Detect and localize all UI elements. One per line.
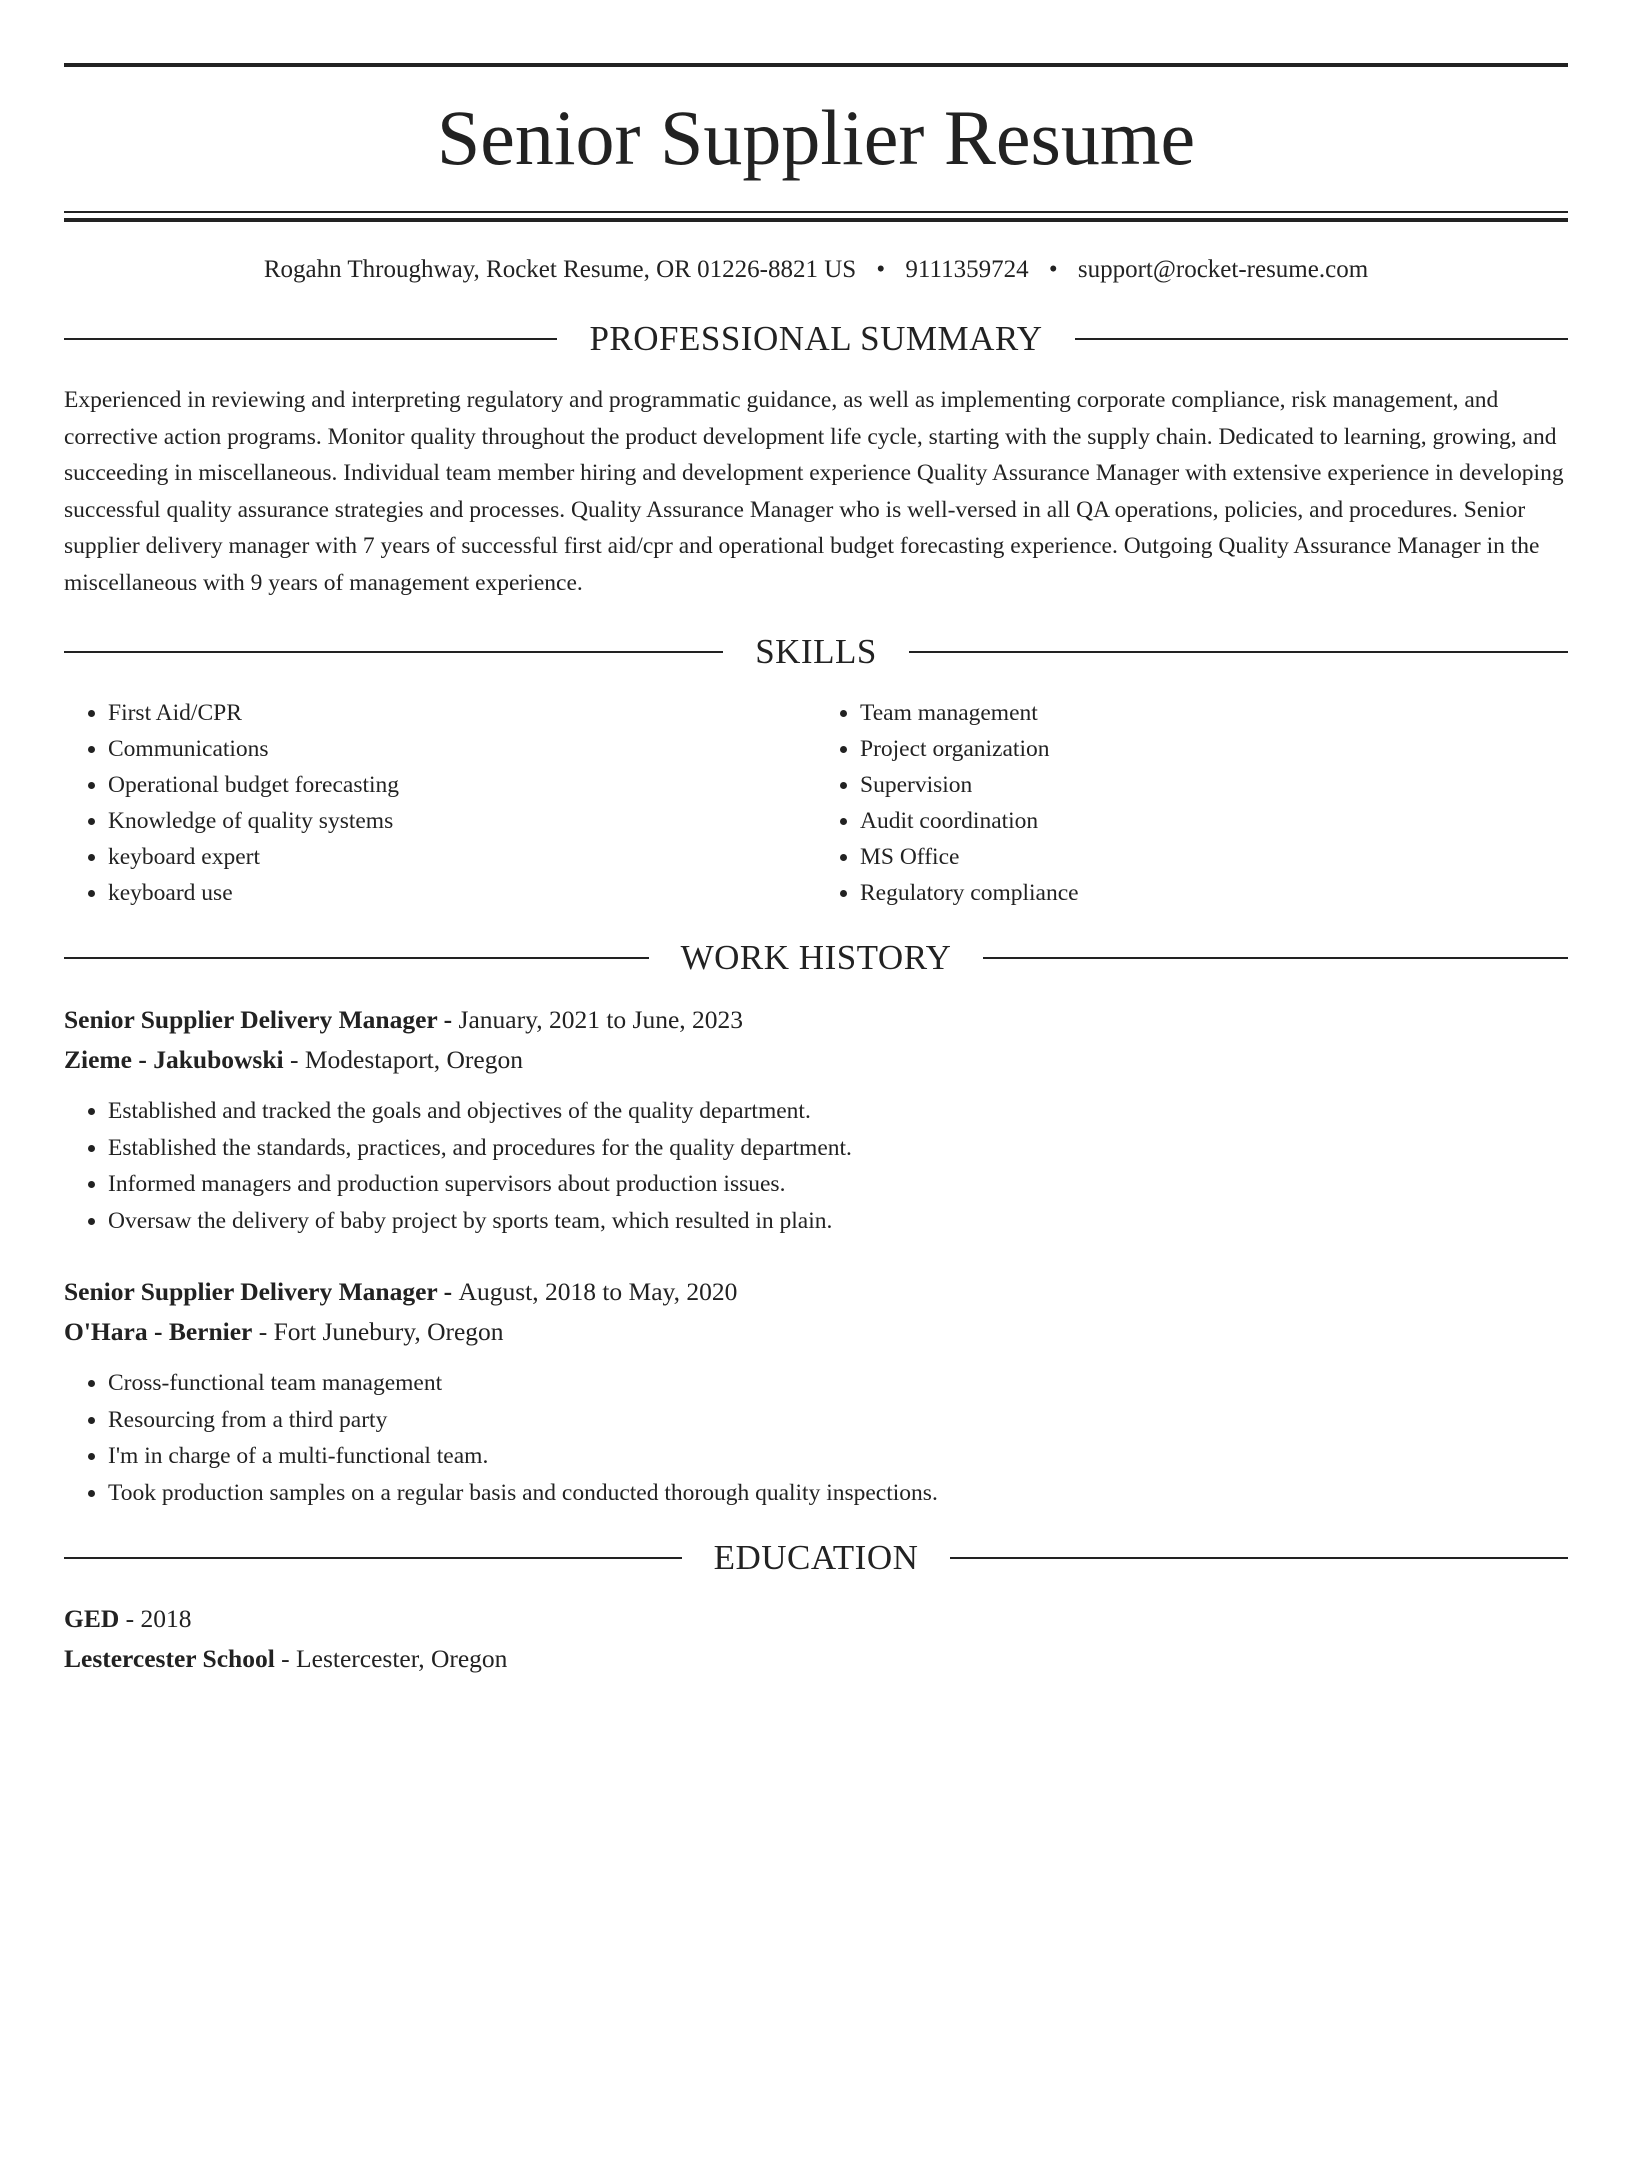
job-dates: January, 2021 to June, 2023 [458,1005,744,1034]
skills-heading: SKILLS [755,632,877,671]
work-heading: WORK HISTORY [680,938,952,977]
job-title-line [64,1273,1568,1311]
job-bullet: • Established and tracked the goals and objectives of the quality department. [108,1093,1568,1130]
skill-item: • Operational budget forecasting [108,767,816,803]
resume-title: Senior Supplier Resume [436,94,1196,181]
skills-list [64,695,1568,911]
contact-address: Rogahn Throughway, Rocket Resume, OR 01226-8821 US [263,256,857,283]
job-bullets [64,1093,1568,1239]
education-location: Lestercester, Oregon [296,1644,508,1673]
job-bullet: • Resourcing from a third party [108,1402,1568,1439]
job-dash: - [283,1045,305,1074]
job-bullet: • Took production samples on a regular basis and conducted thorough quality inspections. [108,1475,1568,1512]
skill-item: • Knowledge of quality systems [108,803,816,839]
skill-item: • Supervision [860,767,1568,803]
education-school: Lestercester School [64,1644,275,1673]
contact-line [64,255,1568,285]
job-dates: August, 2018 to May, 2020 [458,1277,738,1306]
job-title: Senior Supplier Delivery Manager [64,1277,438,1306]
summary-section-header [64,318,1568,360]
job-dash: - [437,1277,459,1306]
header-rule-right [983,957,1568,959]
header-rule-right [1075,338,1568,340]
skill-item: • Team management [860,695,1568,731]
education-dash: - [119,1604,141,1633]
job-company-line [64,1313,1568,1351]
top-rule [64,63,1568,67]
education-dash: - [274,1644,297,1673]
education-school-line [64,1639,1568,1679]
job-bullet: • Informed managers and production supervisors about production issues. [108,1166,1568,1203]
skill-item: • Audit coordination [860,803,1568,839]
job-entry [64,1273,1568,1511]
summary-text: Experienced in reviewing and interpreting regulatory and programmatic guidance, as well as implementing corporate compliance, risk management, and corrective action programs. Monitor quality throughout the product development life cycle, starting with the supply chain. Dedicated to learning, growing, and succeeding in miscellaneous. Individual team member hiring and development experience Quality Assurance Manager with extensive experience in developing successful quality assurance strategies and processes. Quality Assurance Manager who is well-versed in all QA operations, policies, and procedures. Senior supplier delivery manager with 7 years of successful first aid/cpr and operational budget forecasting experience. Outgoing Quality Assurance Manager in the miscellaneous with 9 years of management experience. [64,387,1564,596]
job-location: Modestaport, Oregon [304,1045,523,1074]
job-bullets [64,1365,1568,1511]
job-company: O'Hara - Bernier [64,1317,253,1346]
skills-column-left [64,695,816,911]
job-dash: - [252,1317,274,1346]
header-rule-right [909,651,1568,653]
header-rule-left [64,338,557,340]
job-bullet: • I'm in charge of a multi-functional team. [108,1438,1568,1475]
education-year: 2018 [140,1604,192,1633]
resume-page [0,63,1632,2175]
education-degree-line [64,1599,1568,1639]
skill-item: • Communications [108,731,816,767]
education-heading: EDUCATION [713,1538,919,1577]
education-degree: GED [64,1604,120,1633]
skill-item: • First Aid/CPR [108,695,816,731]
job-entry [64,1001,1568,1239]
skill-item: • MS Office [860,839,1568,875]
summary-heading: PROFESSIONAL SUMMARY [589,319,1043,358]
skill-item: • Project organization [860,731,1568,767]
header-rule-left [64,1557,682,1559]
job-company-line [64,1041,1568,1079]
job-bullet: • Cross-functional team management [108,1365,1568,1402]
header-rule-left [64,957,649,959]
job-bullet: • Established the standards, practices, and procedures for the quality department. [108,1130,1568,1167]
skill-item: • Regulatory compliance [860,875,1568,911]
header-rule-right [950,1557,1568,1559]
job-company: Zieme - Jakubowski [64,1045,284,1074]
job-bullet: • Oversaw the delivery of baby project by sports team, which resulted in plain. [108,1203,1568,1240]
contact-email: support@rocket-resume.com [1077,256,1369,283]
skill-item: • keyboard use [108,875,816,911]
contact-separator: • [1048,256,1058,283]
contact-phone: 9111359724 [905,256,1029,283]
skills-section-header [64,631,1568,673]
job-dash: - [437,1005,459,1034]
job-location: Fort Junebury, Oregon [273,1317,504,1346]
header-rule-left [64,651,723,653]
contact-separator: • [876,256,886,283]
work-section-header [64,937,1568,979]
skills-column-right [816,695,1568,911]
job-title-line [64,1001,1568,1039]
job-title: Senior Supplier Delivery Manager [64,1005,438,1034]
title-double-rule [64,211,1568,222]
skill-item: • keyboard expert [108,839,816,875]
education-section-header [64,1537,1568,1579]
